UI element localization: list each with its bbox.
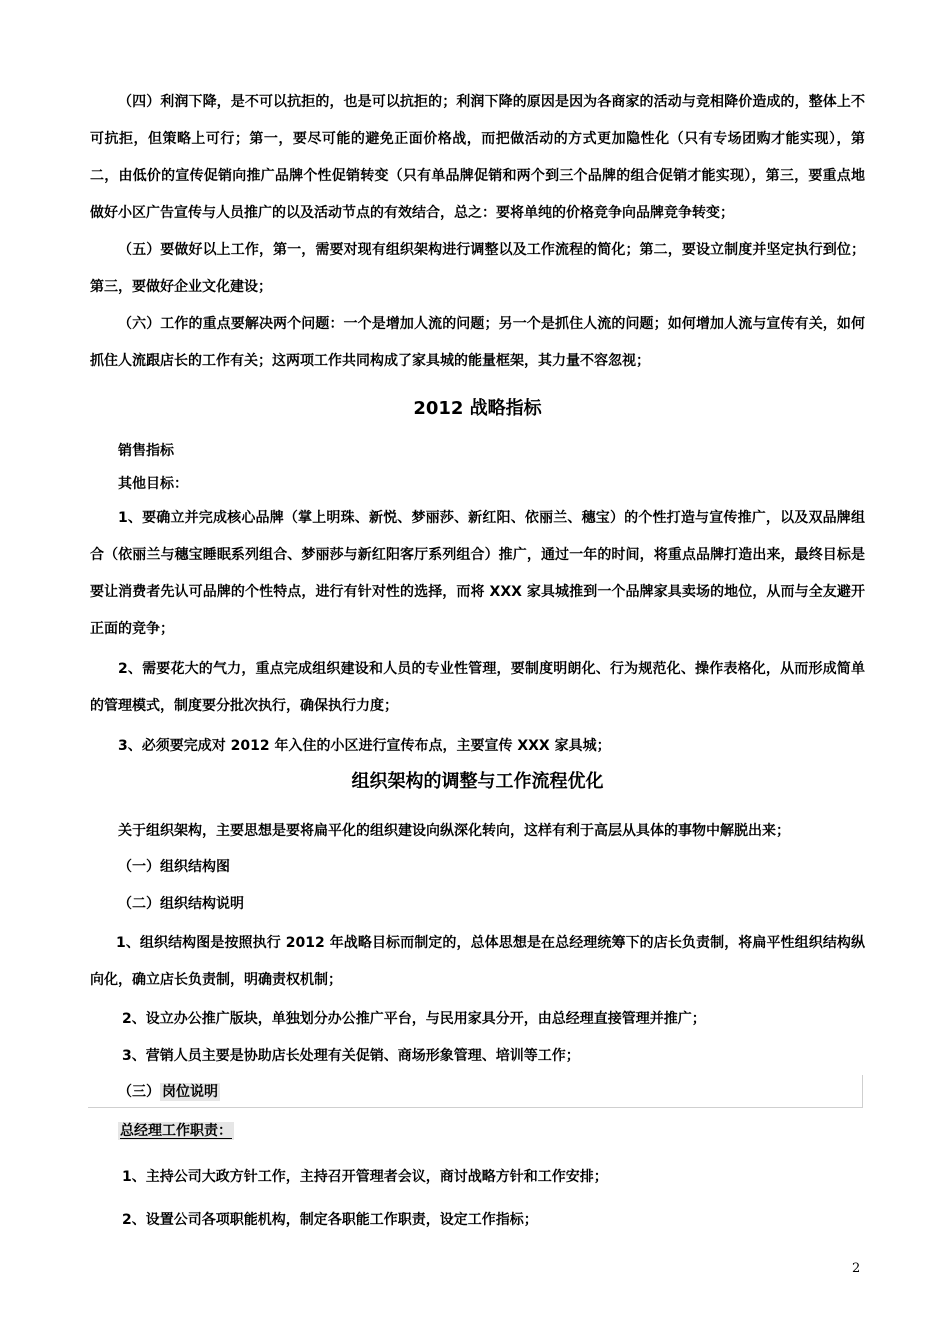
org-heading: 组织架构的调整与工作流程优化 xyxy=(351,771,604,792)
org-description-2: 2、设立办公推广版块，单独划分办公推广平台，与民用家具分开，由总经理直接管理并推广； xyxy=(122,1011,706,1027)
sales-target-label: 销售指标 xyxy=(118,443,174,459)
paragraph-work-requirements: （五）要做好以上工作，第一，需要对现有组织架构进行调整以及工作流程的简化；第二，要设立制度并坚定执行到位；第三，要做好企业文化建设； xyxy=(90,242,865,295)
other-target-label: 其他目标： xyxy=(118,476,188,492)
org-subheading-positions xyxy=(118,1081,220,1101)
paragraph-work-focus: （六）工作的重点要解决两个问题：一个是增加人流的问题；另一个是抓住人流的问题；如何增加人流与宣传有关，如何抓住人流跟店长的工作有关；这两项工作共同构成了家具城的能量框架，其力量不容忽视； xyxy=(90,316,865,369)
org-subheading-description: （二）组织结构说明 xyxy=(118,896,244,912)
strategy-item-1: 1、要确立并完成核心品牌（掌上明珠、新悦、梦丽莎、新红阳、依丽兰、穗宝）的个性打造与宣传推广，以及双品牌组合（依丽兰与穗宝睡眠系列组合、梦丽莎与新红阳客厅系列组合）推广，通过一年的时间，将重点品牌打造出来，最终目标是要让消费者先认可品牌的个性特点，进行有针对性的选择，而将 XXX 家具城推到一个品牌家具卖场的地位，从而与全友避开正面的竞争； xyxy=(90,510,865,637)
org-description-1: 1、组织结构图是按照执行 2012 年战略目标而制定的，总体思想是在总经理统筹下的店长负责制，将扁平性组织结构纵向化，确立店长负责制，明确责权机制； xyxy=(90,935,865,988)
paragraph-profit-decline: （四）利润下降，是不可以抗拒的，也是可以抗拒的；利润下降的原因是因为各商家的活动与竞相降价造成的，整体上不可抗拒，但策略上可行；第一，要尽可能的避免正面价格战，而把做活动的方式更加隐性化（只有专场团购才能实现），第二，由低价的宣传促销向推广品牌个性促销转变（只有单品牌促销和两个到三个品牌的组合促销才能实现），第三，要重点地做好小区广告宣传与人员推广的以及活动节点的有效结合，总之：要将单纯的价格竞争向品牌竞争转变； xyxy=(90,94,865,221)
gm-duties-title-text: 总经理工作职责： xyxy=(120,1123,232,1139)
org-subheading-chart: （一）组织结构图 xyxy=(118,859,230,875)
gm-duties-title xyxy=(118,1120,234,1140)
strategy-item-3: 3、必须要完成对 2012 年入住的小区进行宣传布点，主要宣传 XXX 家具城； xyxy=(118,738,611,754)
separator-line xyxy=(88,1107,863,1108)
separator-vertical xyxy=(862,1075,863,1107)
gm-duty-1: 1、主持公司大政方针工作，主持召开管理者会议，商讨战略方针和工作安排； xyxy=(122,1169,608,1185)
strategy-heading: 2012 战略指标 xyxy=(413,398,542,419)
org-description-3: 3、营销人员主要是协助店长处理有关促销、商场形象管理、培训等工作； xyxy=(122,1048,580,1064)
positions-prefix: （三） xyxy=(118,1084,160,1100)
page-number: 2 xyxy=(852,1261,861,1276)
org-intro: 关于组织架构，主要思想是要将扁平化的组织建设向纵深化转向，这样有利于高层从具体的事物中解脱出来； xyxy=(118,823,790,839)
strategy-item-2: 2、需要花大的气力，重点完成组织建设和人员的专业性管理，要制度明朗化、行为规范化、操作表格化，从而形成简单的管理模式，制度要分批次执行，确保执行力度； xyxy=(90,661,865,714)
gm-duty-2: 2、设置公司各项职能机构，制定各职能工作职责，设定工作指标； xyxy=(122,1212,538,1228)
positions-label: 岗位说明 xyxy=(162,1084,218,1100)
